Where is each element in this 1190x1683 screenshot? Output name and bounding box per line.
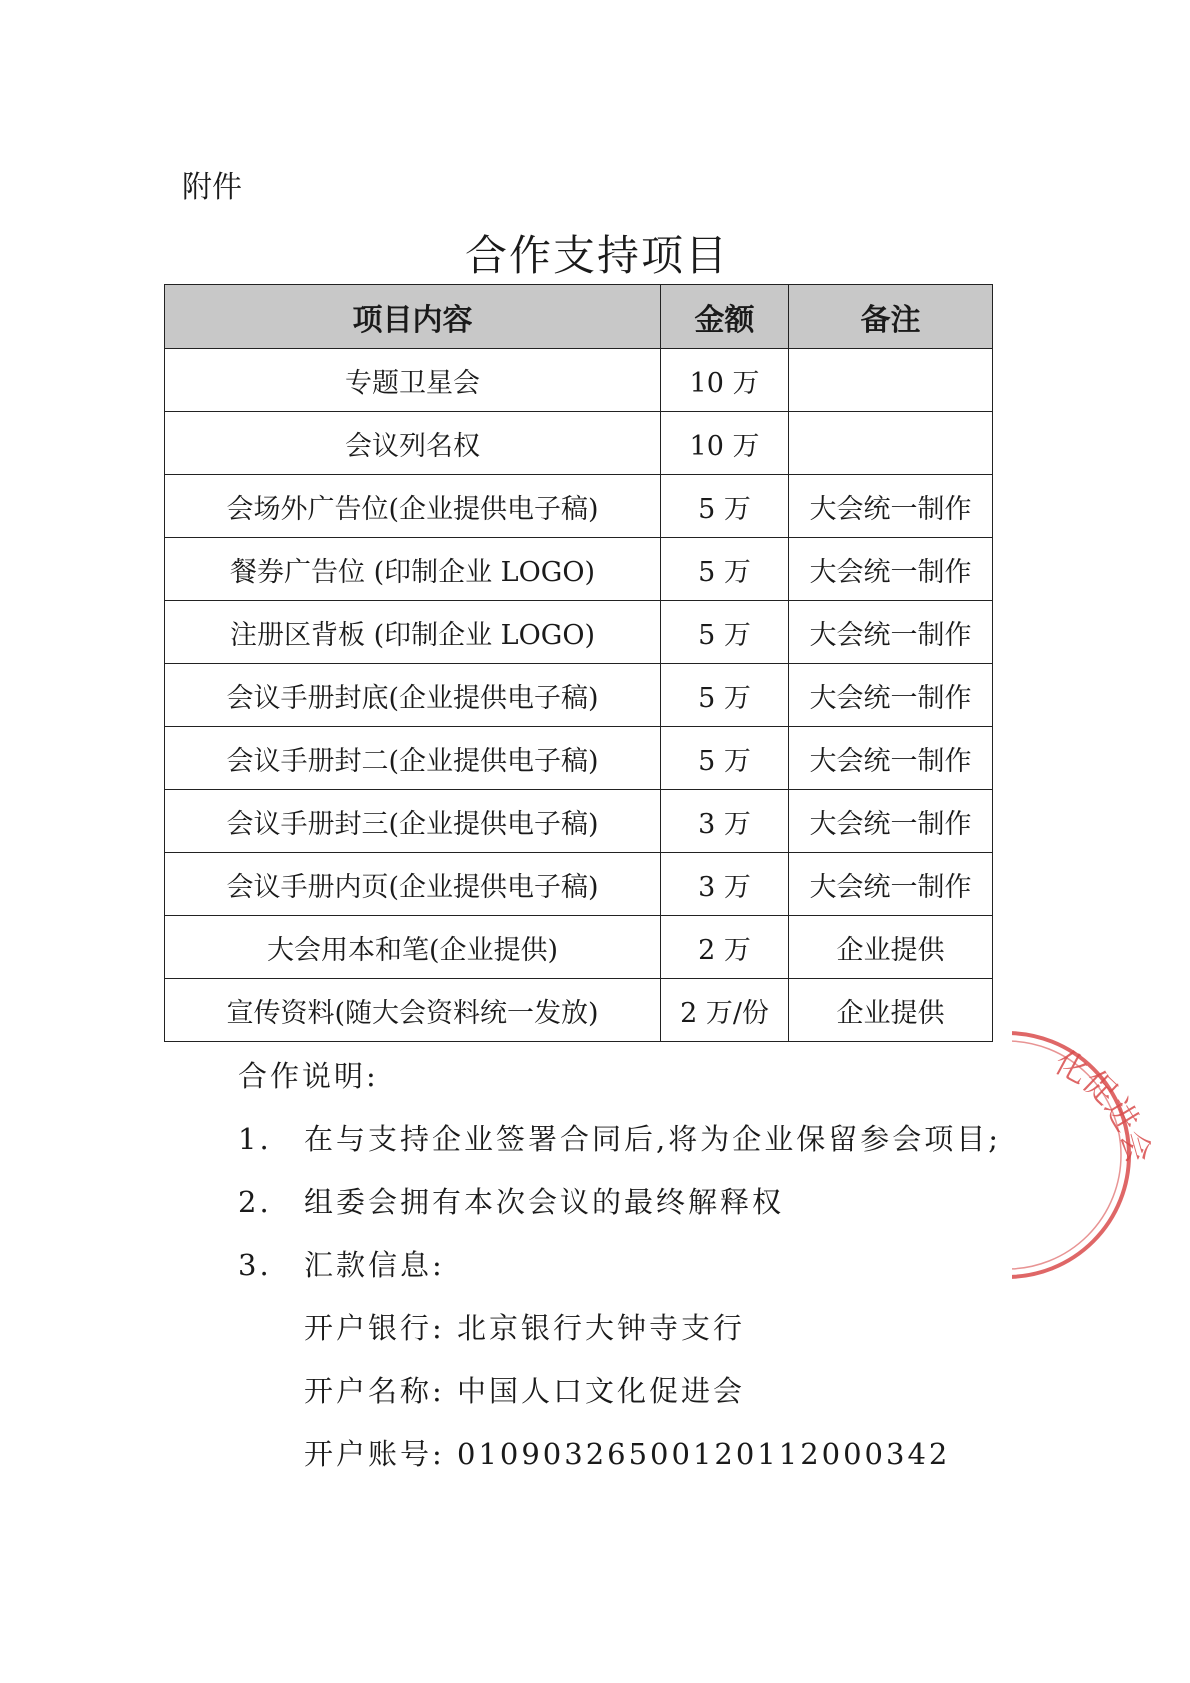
- table-header-row: [165, 285, 993, 349]
- cell-note: 企业提供: [789, 916, 993, 979]
- account-name: 开户名称: 中国人口文化促进会: [304, 1374, 745, 1408]
- cell-amount: 3 万: [661, 853, 789, 916]
- note-text: 在与支持企业签署合同后,将为企业保留参会项目;: [304, 1122, 1001, 1156]
- column-header-note: 备注: [789, 285, 993, 349]
- table-row: [165, 727, 993, 790]
- cell-item: 会议手册封三(企业提供电子稿): [165, 790, 661, 853]
- table-row: [165, 349, 993, 412]
- bank-info: [304, 1308, 1001, 1474]
- column-header-amount: 金额: [661, 285, 789, 349]
- cell-item: 会议列名权: [165, 412, 661, 475]
- table-row: [165, 664, 993, 727]
- cell-amount: 2 万/份: [661, 979, 789, 1042]
- column-header-item: 项目内容: [165, 285, 661, 349]
- notes-heading: 合作说明:: [238, 1059, 379, 1093]
- table-row: [165, 853, 993, 916]
- table-row: [165, 412, 993, 475]
- cell-note: 企业提供: [789, 979, 993, 1042]
- svg-text:化促进会: [1049, 1043, 1159, 1168]
- cell-amount: 5 万: [661, 727, 789, 790]
- cell-note: 大会统一制作: [789, 727, 993, 790]
- note-number: 2.: [238, 1185, 272, 1219]
- note-number: 3.: [238, 1248, 272, 1282]
- notes-list: [238, 1119, 1001, 1285]
- table-row: [165, 916, 993, 979]
- document-title: 合作支持项目: [464, 231, 729, 280]
- account-number: 开户账号: 01090326500120112000342: [304, 1437, 951, 1471]
- cell-amount: 2 万: [661, 916, 789, 979]
- cell-amount: 3 万: [661, 790, 789, 853]
- cell-item: 会议手册封二(企业提供电子稿): [165, 727, 661, 790]
- cell-item: 餐券广告位 (印制企业 LOGO): [165, 538, 661, 601]
- support-items-table: [164, 284, 993, 1042]
- list-item: [238, 1182, 1001, 1222]
- cell-item: 注册区背板 (印制企业 LOGO): [165, 601, 661, 664]
- list-item: [238, 1119, 1001, 1159]
- cell-note: 大会统一制作: [789, 475, 993, 538]
- cell-item: 会场外广告位(企业提供电子稿): [165, 475, 661, 538]
- cooperation-notes: [238, 1056, 1001, 1474]
- note-number: 1.: [238, 1122, 272, 1156]
- cell-amount: 5 万: [661, 601, 789, 664]
- cell-note: 大会统一制作: [789, 601, 993, 664]
- cell-item: 专题卫星会: [165, 349, 661, 412]
- cell-item: 宣传资料(随大会资料统一发放): [165, 979, 661, 1042]
- table-row: [165, 979, 993, 1042]
- table-row: [165, 475, 993, 538]
- list-item: [238, 1245, 1001, 1285]
- bank-name: 开户银行: 北京银行大钟寺支行: [304, 1311, 745, 1345]
- table-row: [165, 601, 993, 664]
- seal-text: 化促进会: [1048, 1042, 1159, 1168]
- cell-note: [789, 349, 993, 412]
- cell-note: [789, 412, 993, 475]
- cell-amount: 5 万: [661, 538, 789, 601]
- note-text: 组委会拥有本次会议的最终解释权: [304, 1185, 785, 1219]
- official-seal: [1012, 1030, 1182, 1280]
- attachment-label: 附件: [182, 170, 242, 205]
- table-row: [165, 538, 993, 601]
- table-row: [165, 790, 993, 853]
- cell-item: 大会用本和笔(企业提供): [165, 916, 661, 979]
- cell-item: 会议手册内页(企业提供电子稿): [165, 853, 661, 916]
- note-text: 汇款信息:: [304, 1248, 445, 1282]
- cell-amount: 5 万: [661, 664, 789, 727]
- cell-amount: 10 万: [661, 412, 789, 475]
- cell-note: 大会统一制作: [789, 790, 993, 853]
- cell-amount: 5 万: [661, 475, 789, 538]
- cell-note: 大会统一制作: [789, 538, 993, 601]
- cell-amount: 10 万: [661, 349, 789, 412]
- cell-item: 会议手册封底(企业提供电子稿): [165, 664, 661, 727]
- cell-note: 大会统一制作: [789, 853, 993, 916]
- seal-stamp-icon: [1012, 1030, 1182, 1280]
- cell-note: 大会统一制作: [789, 664, 993, 727]
